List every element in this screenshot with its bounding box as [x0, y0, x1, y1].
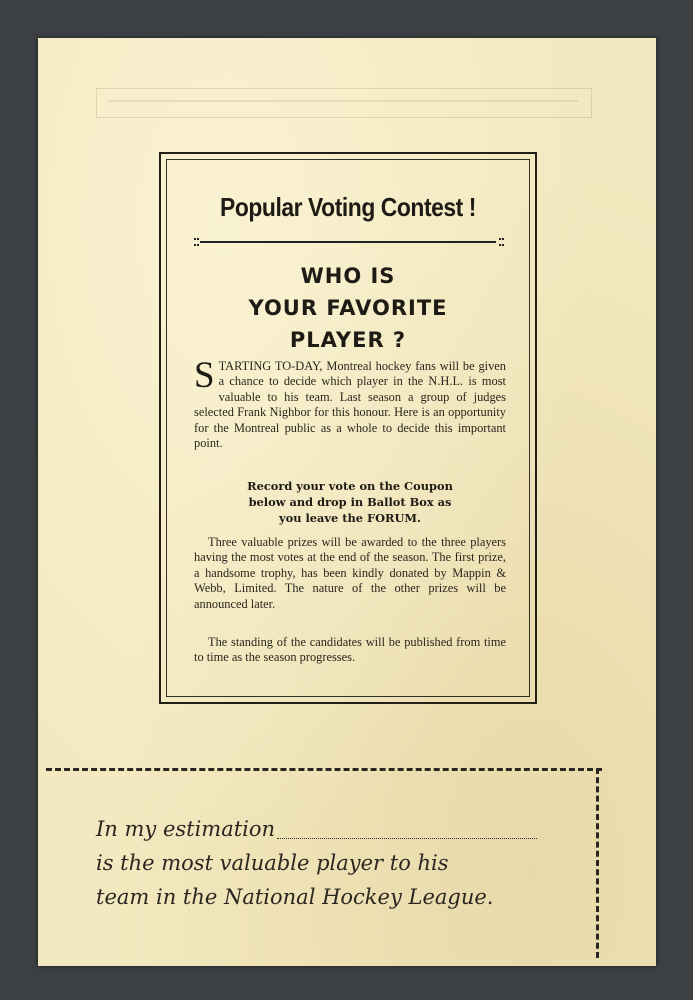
intro-text: TARTING TO-DAY, Montreal hockey fans will be given a chance to decide which player in the N.H.L. is most valuable to his team. Last season a group of judges selected Frank Nighbor for this honour. Here is an opportunity for the Montreal public as a whole to decide this important point. [194, 359, 506, 451]
callout-line-2: below and drop in Ballot Box as [248, 495, 452, 509]
coupon-cut-line-top [46, 768, 602, 771]
standings-paragraph: The standing of the candidates will be published from time to time as the season progresses. [194, 635, 506, 665]
program-page [38, 38, 656, 966]
contest-title: Popular Voting Contest ! [220, 192, 476, 222]
coupon-prompt: In my estimation [96, 817, 276, 841]
ballot-instructions [201, 478, 499, 526]
headline-line-3: PLAYER ? [289, 328, 407, 352]
bleed-through-band [96, 88, 592, 118]
coupon-cut-line-right [596, 768, 599, 958]
callout-line-1: Record your vote on the Coupon [247, 479, 453, 493]
coupon-line-2: is the most valuable player to his [96, 851, 449, 875]
vote-coupon [96, 812, 596, 914]
coupon-line-1 [96, 812, 596, 846]
prizes-paragraph: Three valuable prizes will be awarded to the three players having the most votes at the end of the season. The first prize, a handsome trophy, has been kindly donated by Mappin & Webb, Limited. The nature of the other prizes will be announced later. [194, 535, 506, 611]
coupon-line-3: team in the National Hockey League. [96, 885, 494, 909]
headline-line-2: YOUR FAVORITE [248, 296, 448, 320]
contest-notice-frame [159, 152, 537, 704]
player-name-blank[interactable] [277, 838, 537, 839]
intro-paragraph [194, 355, 506, 451]
callout-line-3: you leave the FORUM. [279, 511, 421, 525]
rule-dots-right [499, 238, 502, 246]
drop-cap: S [194, 355, 215, 396]
headline-line-1: WHO IS [300, 264, 396, 288]
headline [161, 260, 535, 356]
title-rule [194, 238, 502, 246]
rule-dots-left [194, 238, 197, 246]
rule-bar [200, 241, 496, 243]
bleed-through-line [108, 100, 578, 102]
